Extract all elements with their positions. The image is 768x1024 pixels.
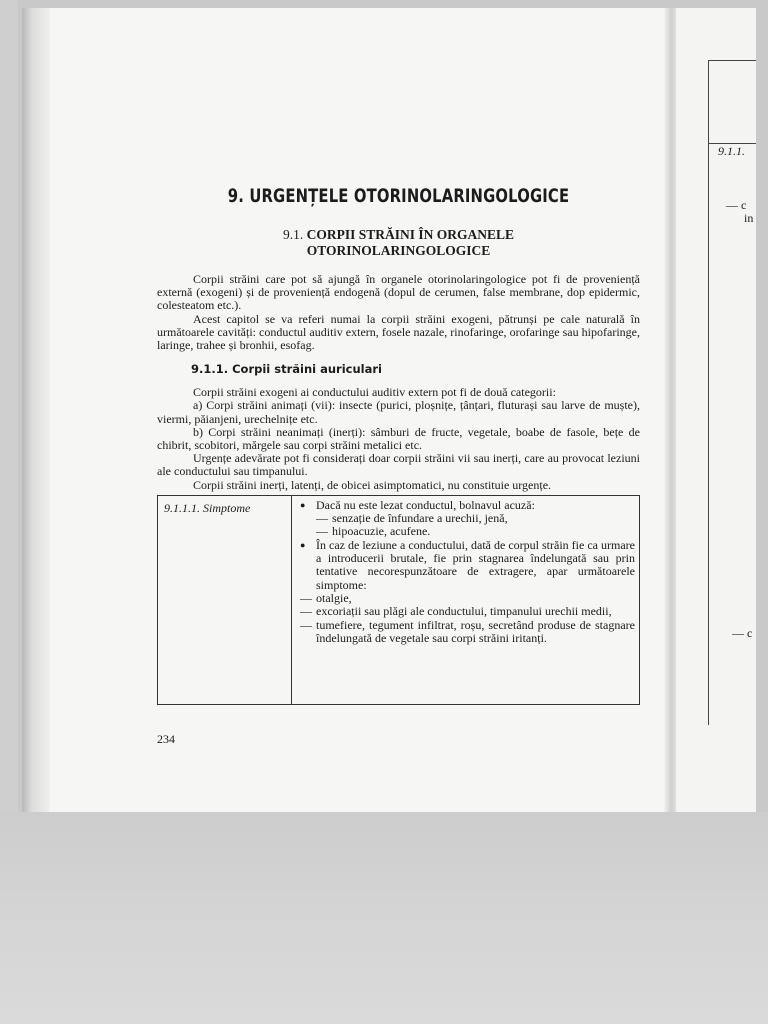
chapter-title: 9. URGENȚELE OTORINOLARINGOLOGICE xyxy=(227,186,570,207)
dash-icon: — xyxy=(300,604,312,619)
symptom-item xyxy=(300,619,635,646)
dash-icon: — xyxy=(316,511,328,526)
symptom-bullet xyxy=(300,499,635,512)
section-title xyxy=(157,227,640,259)
symptom-item xyxy=(300,605,635,618)
dash-icon: — xyxy=(316,524,328,539)
symptom-item-text: senzație de înfundare a urechii, jenă, xyxy=(332,511,508,526)
symptoms-heading: 9.1.1.1. Simptome xyxy=(158,496,292,704)
subsection-line: Urgențe adevărate pot fi considerați doar corpii străini vii sau inerți, care au provocat leziuni ale conductului sau timpanului. xyxy=(157,451,640,479)
page-content xyxy=(157,186,640,705)
page-number: 234 xyxy=(157,732,175,746)
symptom-item xyxy=(300,592,635,605)
bullet-icon: ● xyxy=(300,499,306,510)
symptom-bullet xyxy=(300,539,635,592)
dash-icon: — xyxy=(300,590,312,605)
section-title-line1: CORPII STRĂINI ÎN ORGANELE xyxy=(306,227,515,242)
facing-page-dash-fragment: — c xyxy=(726,198,747,212)
symptom-item xyxy=(300,525,635,538)
symptoms-table xyxy=(157,495,640,705)
facing-page-heading-fragment: 9.1.1. xyxy=(718,144,745,158)
dash-icon: — xyxy=(300,617,312,632)
bullet-text: În caz de leziune a conductului, dată de corpul străin fie ca urmare a introducerii brutale, fie prin stagnarea îndelungată sau prin tentative necorespunzătoare de extragere, apar următoarele simptome: xyxy=(316,537,635,592)
symptom-item xyxy=(300,512,635,525)
intro-paragraph-2: Acest capitol se va referi numai la corpii străini exogeni, pătrunși pe cale naturală în următoarele cavități: conductul auditiv extern, fosele nazale, rinofaringe, orofaringe sau hipofaringe, laringe, trahee și bronhii, esofag. xyxy=(157,311,640,353)
section-number: 9.1. xyxy=(282,227,304,242)
symptoms-content xyxy=(292,496,639,704)
bullet-text: Dacă nu este lezat conductul, bolnavul acuză: xyxy=(316,497,535,512)
bullet-icon: ● xyxy=(300,539,306,550)
facing-page-line-fragment: in xyxy=(744,211,754,225)
subsection-line: Corpii străini inerți, latenți, de obicei asimptomatici, nu constituie urgențe. xyxy=(193,477,552,492)
subsection-title: 9.1.1. Corpii străini auriculari xyxy=(191,362,382,377)
subsection-line: a) Corpi străini animați (vii): insecte (purici, ploșnițe, țânțari, fluturași sau larve de muște), viermi, păianjeni, urechelnițe etc. xyxy=(157,398,640,426)
section-title-line2: OTORINOLARINGOLOGICE xyxy=(306,243,491,258)
symptom-item-text: tumefiere, tegument infiltrat, roșu, secretând produse de stagnare îndelungată de vegetale sau corpi străini iritanți. xyxy=(316,617,635,645)
intro-paragraph-1: Corpii străini care pot să ajungă în organele otorinolaringologice pot fi de proveniență externă (exogeni) și de proveniență endogenă (dopul de cerumen, false membrane, dop epidermic, colesteatom etc.). xyxy=(157,272,640,313)
facing-page-dash-fragment-2: — c xyxy=(732,626,753,640)
scan-background-bottom xyxy=(0,812,768,1024)
symptom-item-text: hipoacuzie, acufene. xyxy=(332,524,431,539)
subsection-line: b) Corpi străini neanimați (inerți): sâmburi de fructe, vegetale, boabe de fasole, bețe de chibrit, scobitori, mărgele sau corpi străini metalici etc. xyxy=(157,424,640,453)
page-binding-shadow xyxy=(22,8,50,812)
symptom-item-text: otalgie, xyxy=(316,590,352,605)
subsection-line: Corpii străini exogeni ai conductului auditiv extern pot fi de două categorii: xyxy=(193,385,556,400)
symptom-item-text: excoriații sau plăgi ale conductului, timpanului urechii medii, xyxy=(316,604,612,619)
facing-page xyxy=(676,8,756,812)
